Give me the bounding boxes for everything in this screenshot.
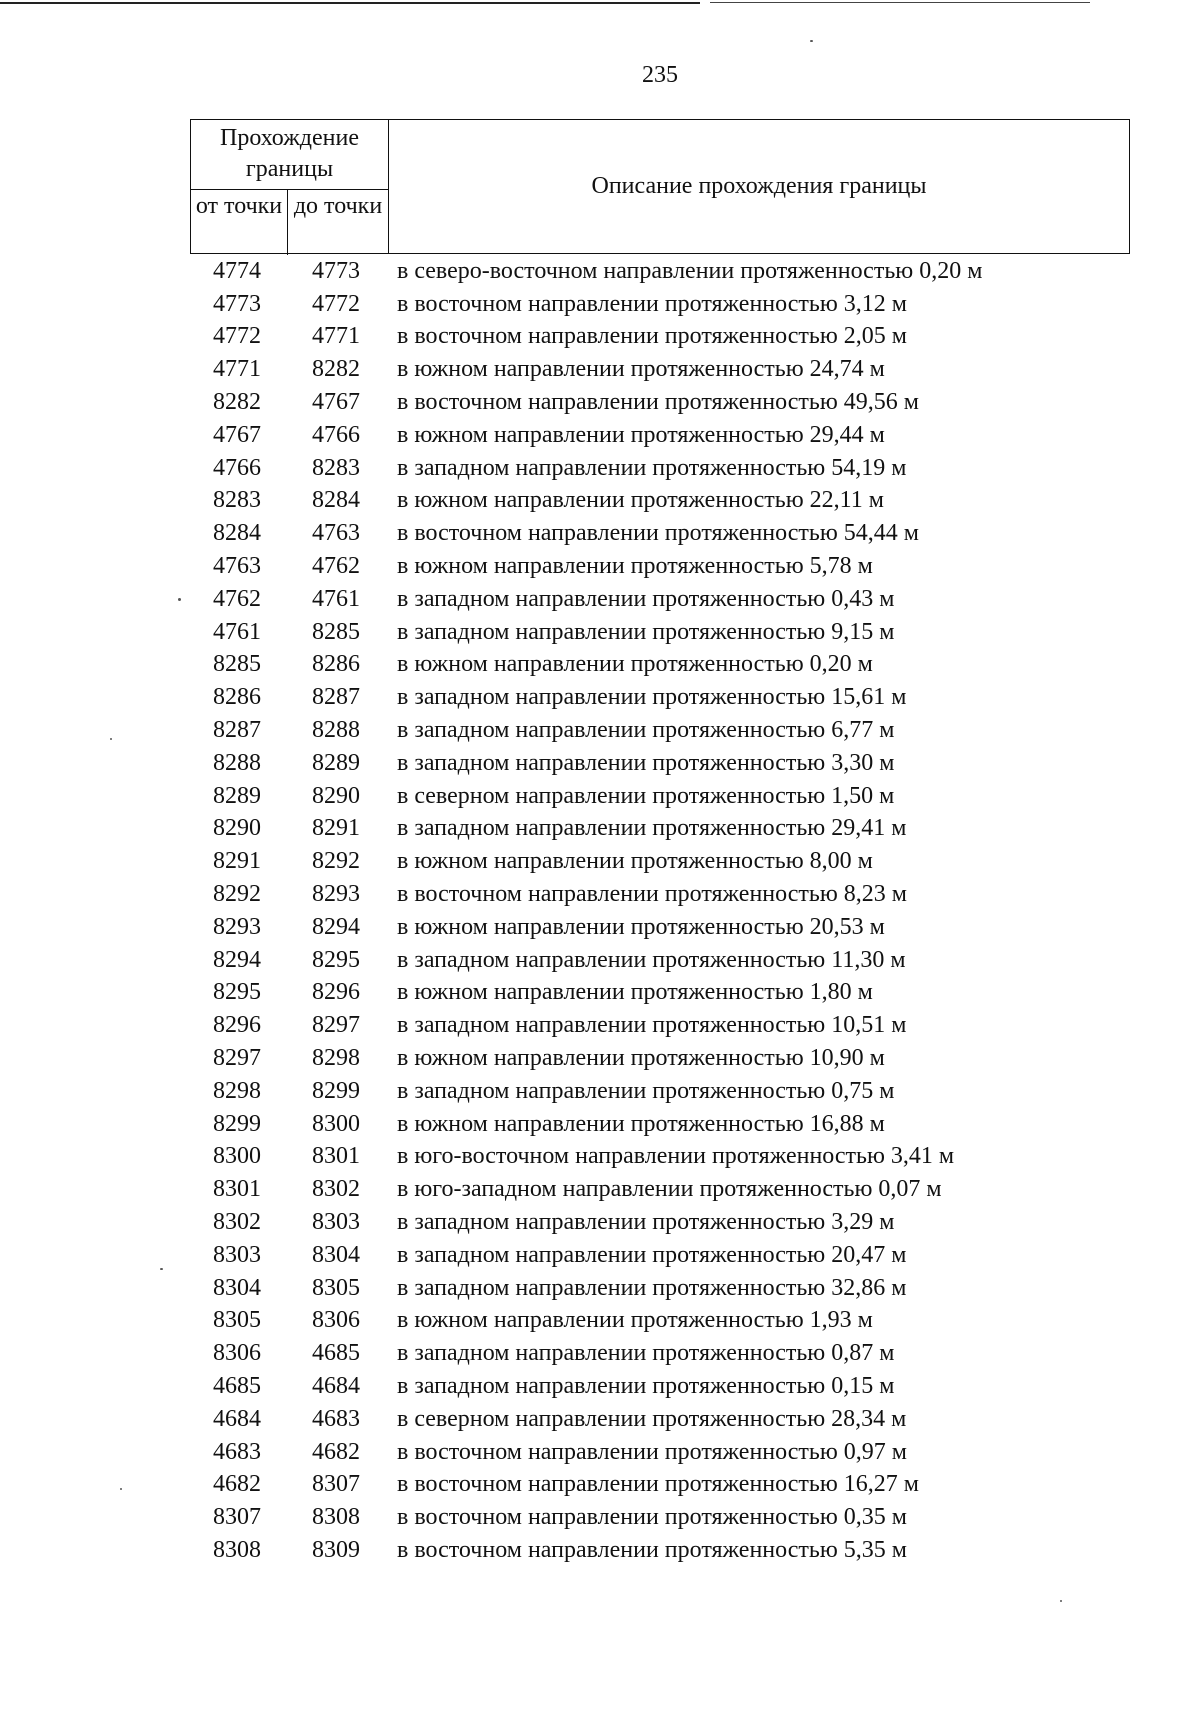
cell-to-point: 8284 (312, 487, 360, 514)
cell-from-point: 8290 (213, 815, 261, 842)
cell-description: в восточном направлении протяженностью 49,56 м (397, 389, 919, 416)
table-row (190, 1141, 1130, 1174)
cell-to-point: 8288 (312, 717, 360, 744)
cell-to-point: 8300 (312, 1110, 360, 1137)
cell-from-point: 4682 (213, 1471, 261, 1498)
cell-description: в западном направлении протяженностью 54,19 м (397, 454, 907, 481)
cell-description: в южном направлении протяженностью 29,44 м (397, 421, 885, 448)
table-row (190, 1239, 1130, 1272)
cell-description: в восточном направлении протяженностью 0,97 м (397, 1438, 907, 1465)
cell-description: в юго-западном направлении протяженностью 0,07 м (397, 1176, 942, 1203)
cell-description: в южном направлении протяженностью 24,74 м (397, 356, 885, 383)
scan-speck (178, 598, 181, 601)
table-row (190, 977, 1130, 1010)
cell-from-point: 8301 (213, 1176, 261, 1203)
header-to-point: до точки (293, 193, 383, 219)
cell-to-point: 4761 (312, 585, 360, 612)
cell-to-point: 8286 (312, 651, 360, 678)
cell-from-point: 8299 (213, 1110, 261, 1137)
cell-description: в южном направлении протяженностью 1,80 м (397, 979, 873, 1006)
table-row (190, 1042, 1130, 1075)
table-row (190, 911, 1130, 944)
cell-from-point: 4763 (213, 553, 261, 580)
cell-from-point: 8306 (213, 1340, 261, 1367)
cell-from-point: 8308 (213, 1536, 261, 1563)
table-row (190, 517, 1130, 550)
table-row (190, 681, 1130, 714)
table-row (190, 1173, 1130, 1206)
cell-description: в западном направлении протяженностью 20,47 м (397, 1241, 907, 1268)
cell-from-point: 8304 (213, 1274, 261, 1301)
cell-to-point: 8293 (312, 881, 360, 908)
header-points-block (191, 120, 389, 253)
cell-from-point: 8287 (213, 717, 261, 744)
cell-from-point: 8302 (213, 1209, 261, 1235)
cell-description: в западном направлении протяженностью 15,61 м (397, 684, 907, 711)
cell-description: в западном направлении протяженностью 9,15 м (397, 618, 895, 645)
cell-description: в западном направлении протяженностью 0,87 м (397, 1340, 895, 1367)
table-header (190, 119, 1130, 254)
cell-to-point: 4685 (312, 1340, 360, 1367)
cell-from-point: 8288 (213, 749, 261, 776)
cell-to-point: 8299 (312, 1077, 360, 1104)
cell-to-point: 8290 (312, 782, 360, 809)
header-description: Описание прохождения границы (591, 173, 927, 199)
cell-from-point: 4766 (213, 454, 261, 481)
cell-to-point: 8304 (312, 1241, 360, 1268)
cell-from-point: 4684 (213, 1405, 261, 1432)
cell-description: в западном направлении протяженностью 32,86 м (397, 1274, 907, 1301)
cell-from-point: 8307 (213, 1504, 261, 1531)
scan-speck (160, 1268, 163, 1270)
cell-to-point: 8287 (312, 684, 360, 711)
table-row (190, 813, 1130, 846)
cell-from-point: 8293 (213, 913, 261, 940)
cell-description: в южном направлении протяженностью 1,93 м (397, 1307, 873, 1334)
cell-description: в западном направлении протяженностью 29,41 м (397, 815, 907, 842)
table-row (190, 616, 1130, 649)
table-row (190, 1436, 1130, 1469)
table-row (190, 845, 1130, 878)
cell-from-point: 8305 (213, 1307, 261, 1334)
cell-description: в восточном направлении протяженностью 2,05 м (397, 323, 907, 350)
cell-to-point: 4766 (312, 421, 360, 448)
cell-to-point: 4772 (312, 290, 360, 317)
cell-from-point: 4685 (213, 1372, 261, 1399)
cell-from-point: 8296 (213, 1012, 261, 1039)
cell-description: в западном направлении протяженностью 0,75 м (397, 1077, 895, 1104)
table-row (190, 1403, 1130, 1436)
cell-to-point: 8296 (312, 979, 360, 1006)
cell-description: в западном направлении протяженностью 6,77 м (397, 717, 895, 744)
cell-description: в северном направлении протяженностью 1,50 м (397, 782, 895, 809)
cell-to-point: 4767 (312, 389, 360, 416)
cell-to-point: 8295 (312, 946, 360, 973)
cell-from-point: 8292 (213, 881, 261, 908)
table-row (190, 485, 1130, 518)
cell-from-point: 8295 (213, 979, 261, 1006)
table-row (190, 321, 1130, 354)
cell-from-point: 8297 (213, 1045, 261, 1072)
table-row (190, 288, 1130, 321)
cell-description: в западном направлении протяженностью 3,30 м (397, 749, 895, 776)
cell-from-point: 4761 (213, 618, 261, 645)
table-row (190, 1305, 1130, 1338)
scan-edge-line (0, 2, 700, 4)
cell-to-point: 4762 (312, 553, 360, 580)
cell-to-point: 8307 (312, 1471, 360, 1498)
cell-to-point: 4682 (312, 1438, 360, 1465)
cell-to-point: 8301 (312, 1143, 360, 1170)
table-row (190, 747, 1130, 780)
table-row (190, 583, 1130, 616)
cell-to-point: 8297 (312, 1012, 360, 1039)
table-row (190, 353, 1130, 386)
table-row (190, 1206, 1130, 1239)
table-row (190, 1534, 1130, 1567)
cell-from-point: 4773 (213, 290, 261, 317)
cell-from-point: 8300 (213, 1143, 261, 1170)
table-row (190, 550, 1130, 583)
cell-to-point: 4683 (312, 1405, 360, 1432)
cell-from-point: 8291 (213, 848, 261, 875)
cell-description: в восточном направлении протяженностью 0,35 м (397, 1504, 907, 1531)
cell-from-point: 8289 (213, 782, 261, 809)
table-row (190, 1009, 1130, 1042)
cell-from-point: 8303 (213, 1241, 261, 1268)
cell-from-point: 4774 (213, 257, 261, 284)
cell-description: в западном направлении протяженностью 0,15 м (397, 1372, 895, 1399)
cell-description: в восточном направлении протяженностью 5,35 м (397, 1536, 907, 1563)
cell-description: в южном направлении протяженностью 16,88 м (397, 1110, 885, 1137)
table-row (190, 714, 1130, 747)
cell-to-point: 8298 (312, 1045, 360, 1072)
cell-description: в восточном направлении протяженностью 16,27 м (397, 1471, 919, 1498)
cell-from-point: 4683 (213, 1438, 261, 1465)
cell-to-point: 8289 (312, 749, 360, 776)
table-row (190, 1501, 1130, 1534)
cell-description: в северо-восточном направлении протяженностью 0,20 м (397, 257, 983, 284)
cell-description: в южном направлении протяженностью 10,90 м (397, 1045, 885, 1072)
table-row (190, 780, 1130, 813)
cell-to-point: 4773 (312, 257, 360, 284)
scan-speck (120, 1488, 122, 1490)
cell-description: в западном направлении протяженностью 3,29 м (397, 1209, 895, 1235)
cell-from-point: 4767 (213, 421, 261, 448)
cell-to-point: 8285 (312, 618, 360, 645)
cell-from-point: 8283 (213, 487, 261, 514)
cell-description: в южном направлении протяженностью 20,53 м (397, 913, 885, 940)
cell-description: в южном направлении протяженностью 22,11 м (397, 487, 884, 514)
cell-to-point: 8291 (312, 815, 360, 842)
table-row (190, 1108, 1130, 1141)
cell-description: в южном направлении протяженностью 5,78 м (397, 553, 873, 580)
cell-description: в южном направлении протяженностью 0,20 м (397, 651, 873, 678)
table-body (190, 255, 1130, 1567)
table-row (190, 1468, 1130, 1501)
table-row (190, 452, 1130, 485)
scan-speck (810, 40, 813, 42)
cell-from-point: 4762 (213, 585, 261, 612)
scan-speck (1060, 1600, 1062, 1602)
cell-description: в восточном направлении протяженностью 54,44 м (397, 520, 919, 547)
cell-from-point: 4772 (213, 323, 261, 350)
cell-description: в западном направлении протяженностью 10,51 м (397, 1012, 907, 1039)
cell-to-point: 4684 (312, 1372, 360, 1399)
cell-description: в восточном направлении протяженностью 3,12 м (397, 290, 907, 317)
cell-to-point: 8306 (312, 1307, 360, 1334)
cell-to-point: 4763 (312, 520, 360, 547)
cell-from-point: 8298 (213, 1077, 261, 1104)
cell-to-point: 8302 (312, 1176, 360, 1203)
table-row (190, 649, 1130, 682)
header-group-label: Прохождение границы (191, 120, 388, 190)
table-row (190, 255, 1130, 288)
cell-from-point: 4771 (213, 356, 261, 383)
page-number: 235 (642, 62, 678, 88)
header-from-point: от точки (191, 190, 288, 255)
cell-from-point: 8286 (213, 684, 261, 711)
cell-to-point: 8308 (312, 1504, 360, 1531)
cell-description: в западном направлении протяженностью 11,30 м (397, 946, 906, 973)
cell-to-point: 8303 (312, 1209, 360, 1235)
cell-to-point: 8292 (312, 848, 360, 875)
cell-to-point: 8283 (312, 454, 360, 481)
table-row (190, 1272, 1130, 1305)
table-row (190, 1337, 1130, 1370)
cell-description: в юго-восточном направлении протяженностью 3,41 м (397, 1143, 955, 1170)
cell-to-point: 8305 (312, 1274, 360, 1301)
table-row (190, 1370, 1130, 1403)
cell-description: в западном направлении протяженностью 0,43 м (397, 585, 895, 612)
scan-speck (110, 738, 112, 740)
scan-edge-line (710, 2, 1090, 3)
cell-description: в северном направлении протяженностью 28,34 м (397, 1405, 907, 1432)
cell-from-point: 8285 (213, 651, 261, 678)
cell-to-point: 8309 (312, 1536, 360, 1563)
cell-from-point: 8294 (213, 946, 261, 973)
cell-description: в южном направлении протяженностью 8,00 м (397, 848, 873, 875)
cell-from-point: 8282 (213, 389, 261, 416)
cell-to-point: 8282 (312, 356, 360, 383)
table-row (190, 878, 1130, 911)
table-row (190, 944, 1130, 977)
cell-to-point: 4771 (312, 323, 360, 350)
cell-description: в восточном направлении протяженностью 8,23 м (397, 881, 907, 908)
table-row (190, 419, 1130, 452)
boundary-table (190, 119, 1130, 1567)
cell-from-point: 8284 (213, 520, 261, 547)
cell-to-point: 8294 (312, 913, 360, 940)
table-row (190, 386, 1130, 419)
table-row (190, 1075, 1130, 1108)
